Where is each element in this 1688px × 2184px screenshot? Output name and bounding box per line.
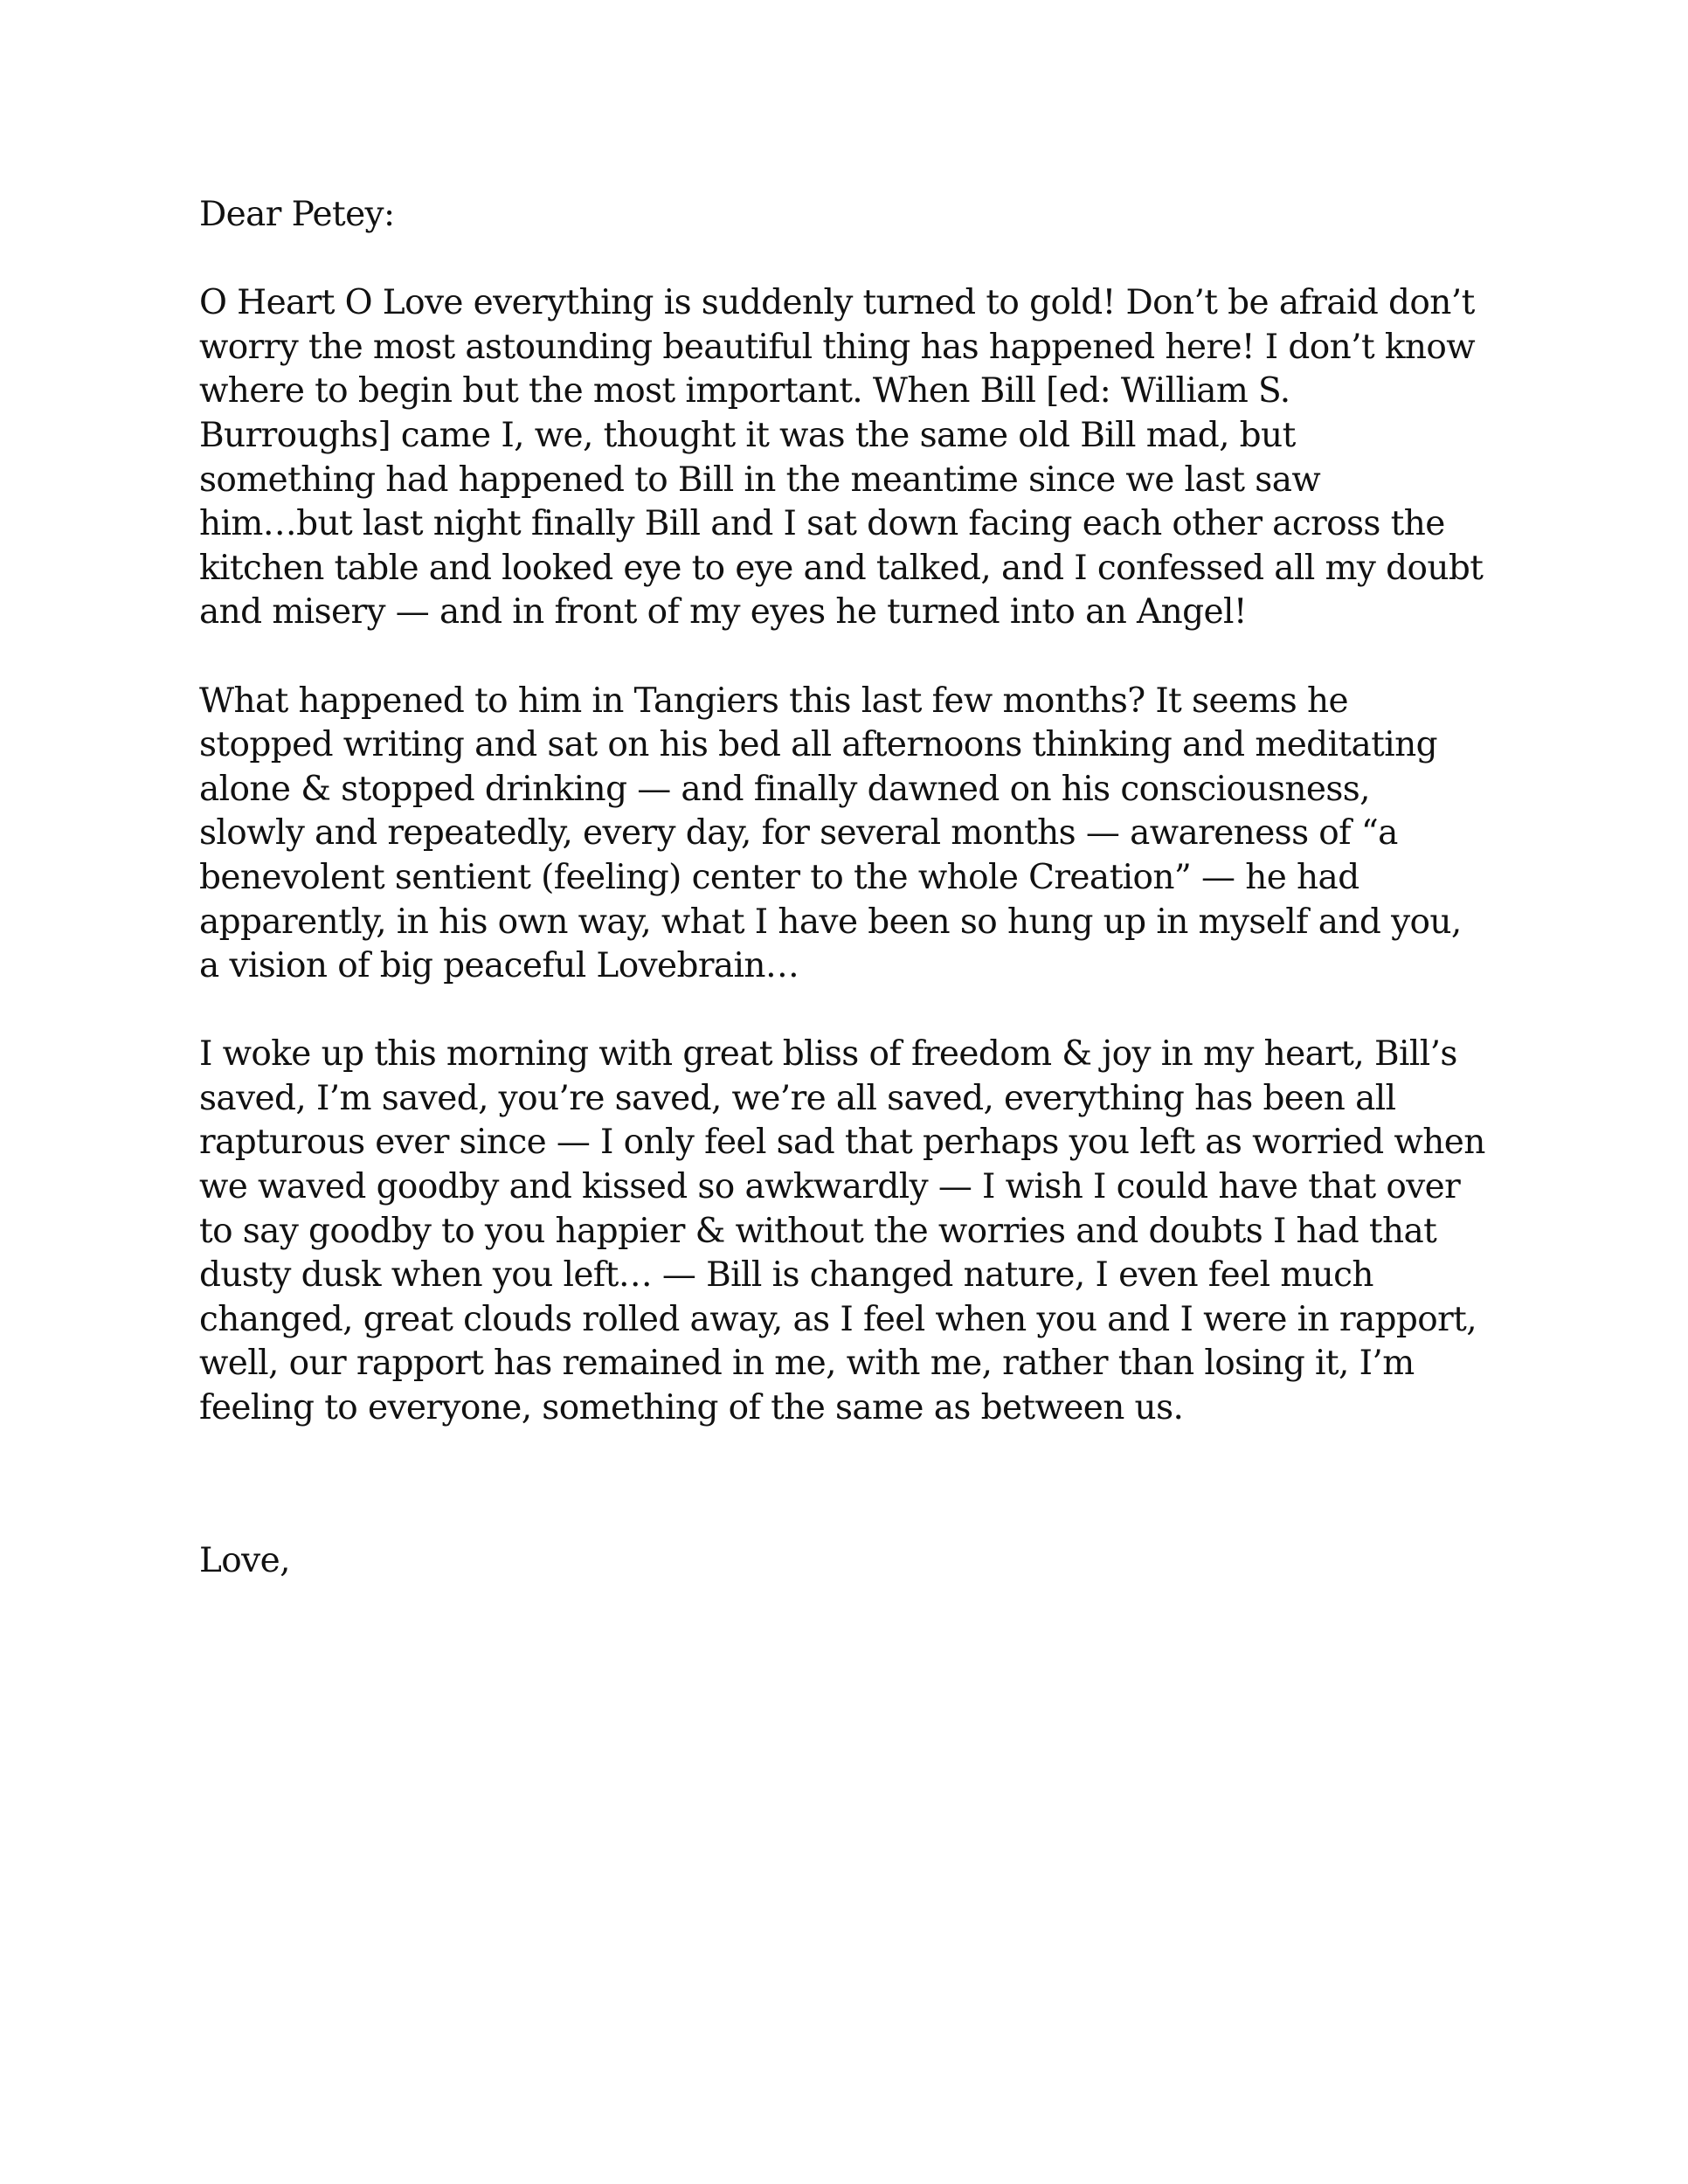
paragraph-3-line: feeling to everyone, something of the same as between us. [199, 1388, 1184, 1428]
paragraph-2-line: What happened to him in Tangiers this last few months? It seems he [199, 681, 1349, 721]
paragraph-2-line: apparently, in his own way, what I have been so hung up in myself and you, [199, 902, 1462, 942]
letter-body [199, 193, 1510, 1431]
paragraph-spacer [199, 238, 1510, 282]
paragraph-1-line: something had happened to Bill in the meantime since we last saw [199, 460, 1321, 500]
paragraph-2-line: a vision of big peaceful Lovebrain… [199, 946, 799, 986]
paragraph-1-line: Burroughs] came I, we, thought it was the same old Bill mad, but [199, 415, 1296, 455]
paragraph-3-line: changed, great clouds rolled away, as I feel when you and I were in rapport, [199, 1299, 1477, 1339]
paragraph-1-line: him…but last night finally Bill and I sat down facing each other across the [199, 504, 1445, 544]
paragraph-1-line: where to begin but the most important. When Bill [ed: William S. [199, 371, 1290, 411]
paragraph-1-line: worry the most astounding beautiful thing has happened here! I don’t know [199, 327, 1476, 367]
paragraph-3 [199, 1033, 1510, 1430]
paragraph-1-line: kitchen table and looked eye to eye and talked, and I confessed all my doubt [199, 548, 1484, 588]
paragraph-2-line: stopped writing and sat on his bed all afternoons thinking and meditating [199, 725, 1437, 765]
salutation: Dear Petey: [199, 195, 395, 234]
paragraph-2-line: benevolent sentient (feeling) center to the whole Creation” — he had [199, 857, 1359, 897]
paragraph-2-line: slowly and repeatedly, every day, for several months — awareness of “a [199, 813, 1398, 854]
paragraph-3-line: to say goodby to you happier & without the worries and doubts I had that [199, 1211, 1437, 1251]
paragraph-spacer [199, 989, 1510, 1033]
paragraph-3-line: dusty dusk when you left… — Bill is changed nature, I even feel much [199, 1255, 1373, 1296]
paragraph-3-line: I woke up this morning with great bliss of freedom & joy in my heart, Bill’s [199, 1034, 1457, 1075]
paragraph-3-line: saved, I’m saved, you’re saved, we’re all saved, everything has been all [199, 1078, 1396, 1118]
paragraph-3-line: well, our rapport has remained in me, with me, rather than losing it, I’m [199, 1344, 1415, 1384]
paragraph-1 [199, 281, 1510, 635]
closing: Love, [199, 1541, 290, 1580]
paragraph-1-line: and misery — and in front of my eyes he turned into an Angel! [199, 592, 1247, 632]
paragraph-3-line: rapturous ever since — I only feel sad that perhaps you left as worried when [199, 1123, 1485, 1163]
paragraph-2-line: alone & stopped drinking — and finally dawned on his consciousness, [199, 769, 1370, 809]
paragraph-spacer [199, 635, 1510, 680]
paragraph-2 [199, 680, 1510, 989]
paragraph-3-line: we waved goodby and kissed so awkwardly — I wish I could have that over [199, 1167, 1461, 1207]
paragraph-1-line: O Heart O Love everything is suddenly turned to gold! Don’t be afraid don’t [199, 283, 1475, 323]
